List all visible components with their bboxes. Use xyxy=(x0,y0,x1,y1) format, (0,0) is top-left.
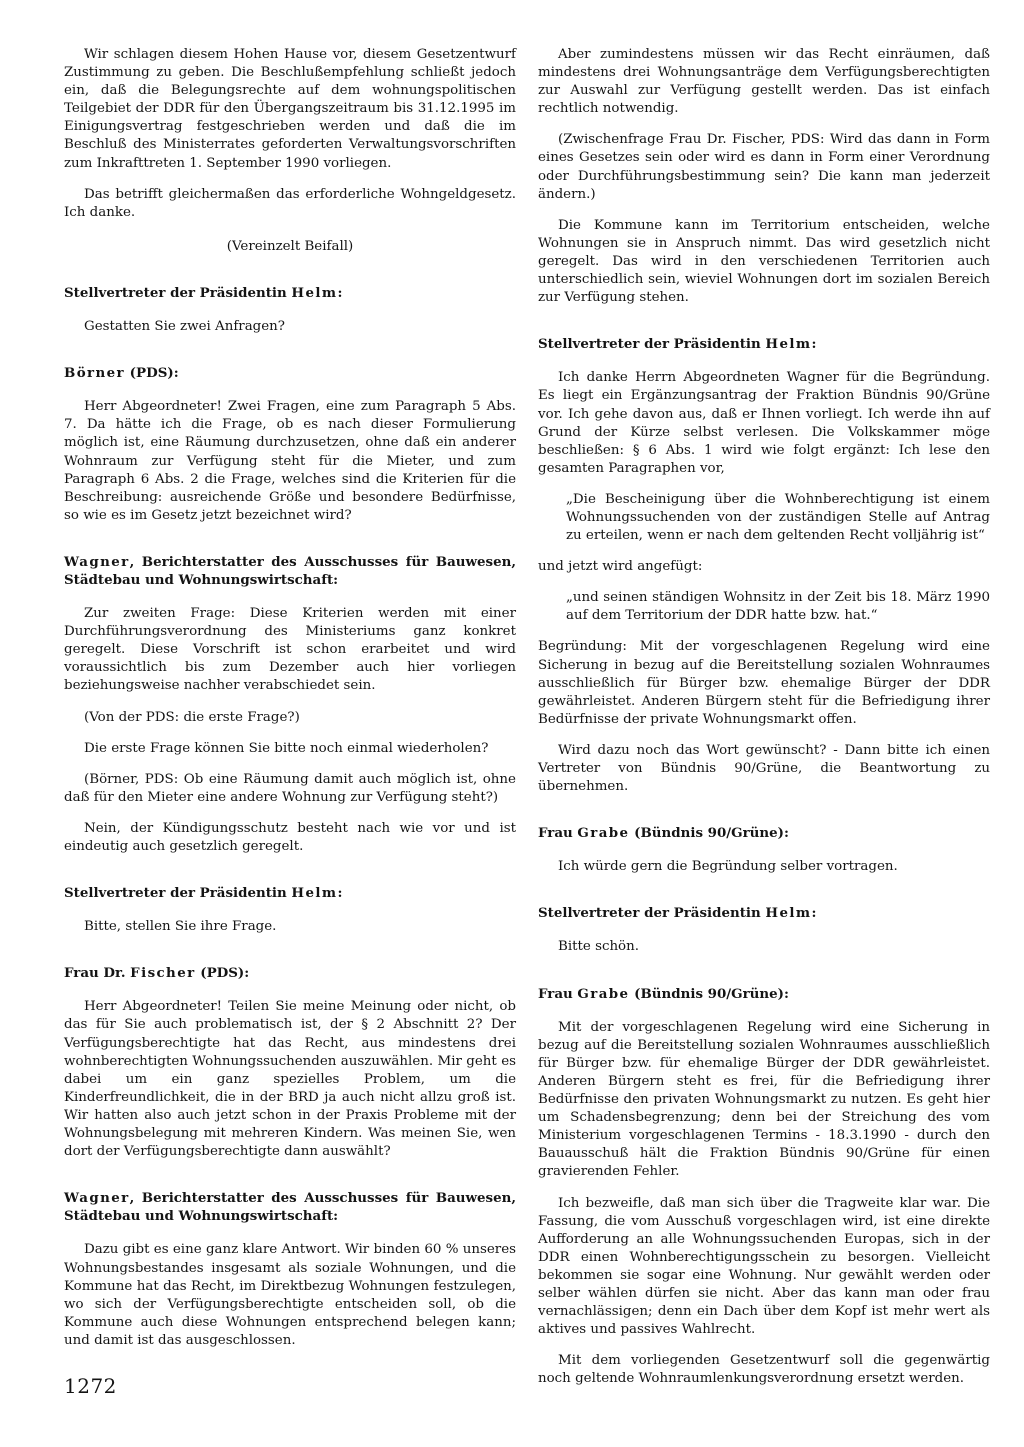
paragraph: Bitte schön. xyxy=(558,939,640,955)
paragraph: Ich danke Herrn Abgeordneten Wagner für die Begründung. Es liegt ein Ergänzungsantrag der Fraktion Bündnis 90/Grüne vor. Ich gehe davon aus, daß er Ihnen vorliegt. Ich werde ihn auf Grund der Kürze selbst verlesen. Die Volkskammer möge beschließen: § 6 Abs. 1 wird wie folgt ergänzt: Ich lese den gesamten Paragraphen vor, xyxy=(538,370,990,476)
quotation: „und seinen ständigen Wohnsitz in der Zeit bis 18. März 1990 auf dem Territorium der DDR hatte bzw. hat.“ xyxy=(566,590,990,624)
paragraph: Aber zumindestens müssen wir das Recht einräumen, daß mindestens drei Wohnungsanträge dem Verfügungsberechtigten zur Auswahl zur Verfügung gestellt werden. Das ist einfach rechtlich notwendig. xyxy=(538,47,990,117)
speaker-heading: Frau Dr. Fischer (PDS): xyxy=(64,965,250,982)
paragraph: Das betrifft gleichermaßen das erforderliche Wohngeldgesetz. Ich danke. xyxy=(64,186,516,220)
paragraph: und jetzt wird angefügt: xyxy=(538,559,703,575)
paragraph: Mit der vorgeschlagenen Regelung wird eine Sicherung in bezug auf die Bereitstellung sozialen Wohnraumes ausschließlich für Bürger bzw. für ehemalige Bürger der DDR gewährleistet. Anderen Bürgern steht es frei, für die Befriedigung ihrer Bedürfnisse den privaten Wohnungsmarkt zu nutzen. Es geht hier um Schadensbegrenzung; denn bei der Streichung des vom Ministerium vorgeschlagenen Termins - 18.3.1990 - durch den Bauausschuß hält die Fraktion Bündnis 90/Grüne für einen gravierenden Fehler. xyxy=(538,1019,990,1180)
quotation: „Die Bescheinigung über die Wohnberechtigung ist einem Wohnungssuchenden von der zuständigen Stelle auf Antrag zu erteilen, wenn er nach dem geltenden Recht volljährig ist“ xyxy=(566,491,990,544)
speaker-heading: Wagner, Berichterstatter des Ausschusses für Bauwesen, Städtebau und Wohnungswirtschaft: xyxy=(64,1190,516,1225)
paragraph: Bitte, stellen Sie ihre Frage. xyxy=(84,919,277,935)
speaker-heading: Wagner, Berichterstatter des Ausschusses für Bauwesen, Städtebau und Wohnungswirtschaft: xyxy=(64,553,516,588)
interjection: (Von der PDS: die erste Frage?) xyxy=(84,709,300,725)
paragraph: Die erste Frage können Sie bitte noch einmal wiederholen? xyxy=(84,740,489,756)
interjection: (Vereinzelt Beifall) xyxy=(226,238,354,254)
paragraph: Begründung: Mit der vorgeschlagenen Regelung wird eine Sicherung in bezug auf die Bereitstellung sozialen Wohnraumes ausschließlich für Bürger bzw. ehemalige Bürger der DDR gewährleistet. Anderen Bürgern steht für die Befriedigung ihrer Bedürfnisse der private Wohnungsmarkt offen. xyxy=(538,639,990,727)
interjection: (Zwischenfrage Frau Dr. Fischer, PDS: Wird das dann in Form eines Gesetzes sein oder wird es dann in Form einer Verordnung oder Durchführungsbestimmung sein? Die kann man jederzeit ändern.) xyxy=(538,132,990,202)
speaker-heading: Stellvertreter der Präsidentin Helm: xyxy=(64,885,343,902)
paragraph: Zur zweiten Frage: Diese Kriterien werden mit einer Durchführungsverordnung des Ministeriums ganz konkret geregelt. Diese Vorschrift ist schon erarbeitet und wird voraussichtlich bis zum Dezember auch hier vorliegen beziehungsweise nachher verabschiedet sein. xyxy=(64,606,516,694)
interjection: (Börner, PDS: Ob eine Räumung damit auch möglich ist, ohne daß für den Mieter eine andere Wohnung zur Verfügung steht?) xyxy=(64,771,516,805)
paragraph: Nein, der Kündigungsschutz besteht nach wie vor und ist eindeutig auch gesetzlich geregelt. xyxy=(64,820,516,854)
paragraph: Ich würde gern die Begründung selber vortragen. xyxy=(558,859,898,875)
paragraph: Herr Abgeordneter! Teilen Sie meine Meinung oder nicht, ob das für Sie auch problematisch ist, der § 2 Abschnitt 2? Der Verfügungsberechtigte hat das Recht, aus mindestens drei wohnberechtigten Wohnungssuchenden auszuwählen. Mir geht es dabei um ein ganz spezielles Problem, um die Kinderfreundlichkeit, die in der BRD ja auch nicht allzu groß ist. Wir hatten also auch jetzt schon in der Praxis Probleme mit der Wohnungsbelegung mit mehreren Kindern. Was meinen Sie, wen dort der Verfügungsberechtigte dann auswählt? xyxy=(64,999,516,1160)
speaker-heading: Börner (PDS): xyxy=(64,365,179,382)
paragraph: Mit dem vorliegenden Gesetzentwurf soll die gegenwärtig noch geltende Wohnraumlenkungsverordnung ersetzt werden. xyxy=(538,1353,990,1387)
paragraph: Dazu gibt es eine ganz klare Antwort. Wir binden 60 % unseres Wohnungsbestandes insgesamt als soziale Wohnungen, und die Kommune hat das Recht, im Direktbezug Wohnungen festzulegen, wo sich der Verfügungsberechtigte entscheiden soll, ob die Kommune auch diese Wohnungen entsprechend belegen kann; und damit ist das ausgeschlossen. xyxy=(64,1242,516,1348)
paragraph: Wird dazu noch das Wort gewünscht? - Dann bitte ich einen Vertreter von Bündnis 90/Grüne, die Beantwortung zu übernehmen. xyxy=(538,742,990,795)
paragraph: Ich bezweifle, daß man sich über die Tragweite klar war. Die Fassung, die vom Ausschuß vorgeschlagen wird, ist eine direkte Aufforderung an alle Wohnungssuchenden Europas, sich in der DDR einen Wohnberechtigungsschein zu besorgen. Vielleicht bekommen sie sogar eine Wohnung. Nur gewählt werden oder selber wählen dürfen sie nicht. Aber das kann man oder frau vernachlässigen; denn ein Dach über dem Kopf ist mehr wert als aktives und passives Wahlrecht. xyxy=(538,1195,990,1338)
paragraph: Die Kommune kann im Territorium entscheiden, welche Wohnungen sie in Anspruch nimmt. Das wird gesetzlich nicht geregelt. Das wird in den verschiedenen Territorien auch unterschiedlich sein, wieviel Wohnungen dort im sozialen Bereich zur Verfügung stehen. xyxy=(538,217,990,306)
speaker-heading: Frau Grabe (Bündnis 90/Grüne): xyxy=(538,825,789,842)
page-number: 1272 xyxy=(64,1374,117,1398)
right-column xyxy=(538,46,990,1401)
paragraph: Wir schlagen diesem Hohen Hause vor, diesem Gesetzentwurf Zustimmung zu geben. Die Beschlußempfehlung schließt jedoch ein, daß die Belegungsrechte auf dem wohnungspolitischen Teilgebiet der DDR für den Übergangszeitraum bis 31.12.1995 im Einigungsvertrag festgeschrieben werden und daß die im Beschluß des Ministerrates geforderten Verwaltungsvorschriften zum Inkrafttreten 1. September 1990 vorliegen. xyxy=(64,47,516,171)
speaker-heading: Frau Grabe (Bündnis 90/Grüne): xyxy=(538,985,789,1002)
speaker-heading: Stellvertreter der Präsidentin Helm: xyxy=(538,905,817,922)
paragraph: Gestatten Sie zwei Anfragen? xyxy=(84,319,285,335)
left-column xyxy=(64,46,516,1363)
speaker-heading: Stellvertreter der Präsidentin Helm: xyxy=(64,284,343,301)
speaker-heading: Stellvertreter der Präsidentin Helm: xyxy=(538,336,817,353)
paragraph: Herr Abgeordneter! Zwei Fragen, eine zum Paragraph 5 Abs. 7. Da hätte ich die Frage, ob es nach dieser Formulierung möglich ist, eine Räumung durchzusetzen, ohne daß ein anderer Wohnraum zur Verfügung steht für die Mieter, und zum Paragraph 6 Abs. 2 die Frage, welches sind die Kriterien für die Beschreibung: ausreichende Größe und besondere Bedürfnisse, so wie es im Gesetz jetzt bezeichnet wird? xyxy=(64,399,516,523)
